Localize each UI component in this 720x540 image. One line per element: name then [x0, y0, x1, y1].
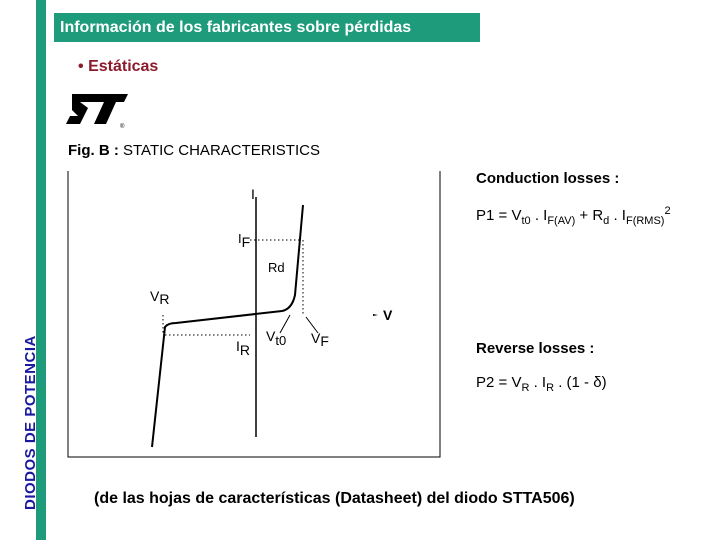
static-characteristics-chart: [60, 165, 445, 465]
reverse-formula: $P2 = V_R$ . $I_R$ . (1 - δ): [476, 374, 607, 394]
rd-label: Rd: [268, 260, 285, 275]
iv-curve: [152, 205, 303, 447]
i-axis-label: I: [251, 186, 255, 202]
page-title: Información de los fabricantes sobre pérdidas: [54, 13, 480, 42]
conduction-heading: Conduction losses :: [476, 170, 620, 187]
logo-registered-mark: ®: [120, 124, 125, 130]
st-logo: [66, 90, 130, 135]
section-label-text: Estáticas: [88, 58, 159, 75]
figure-caption-text: STATIC CHARACTERISTICS: [118, 142, 320, 159]
vr-label: VR: [150, 288, 170, 307]
sidebar-label: DIODOS DE POTENCIA: [22, 335, 39, 510]
conduction-formula: $P1 = V_{t0}$ . $I_{F(AV)} + R_d$ . $I_{F(RMS)}^2$: [476, 205, 671, 227]
st-logo-icon: [66, 90, 130, 130]
footnote: (de las hojas de características (Datasheet) del diodo STTA506): [94, 490, 575, 507]
vt0-label: Vt0: [266, 328, 287, 348]
ir-label: IR: [236, 338, 251, 358]
v-axis-arrow-icon: [373, 314, 378, 316]
bullet: •: [78, 58, 84, 75]
section-label: [78, 58, 158, 76]
figure-caption: [68, 142, 320, 159]
if-label: IF: [238, 231, 251, 250]
vt0-arrow: [280, 315, 290, 333]
reverse-heading: Reverse losses :: [476, 340, 595, 357]
sidebar: [0, 0, 46, 540]
figure-caption-bold: Fig. B :: [68, 142, 119, 159]
v-axis-label: V: [383, 307, 393, 323]
vf-label: VF: [311, 330, 329, 349]
